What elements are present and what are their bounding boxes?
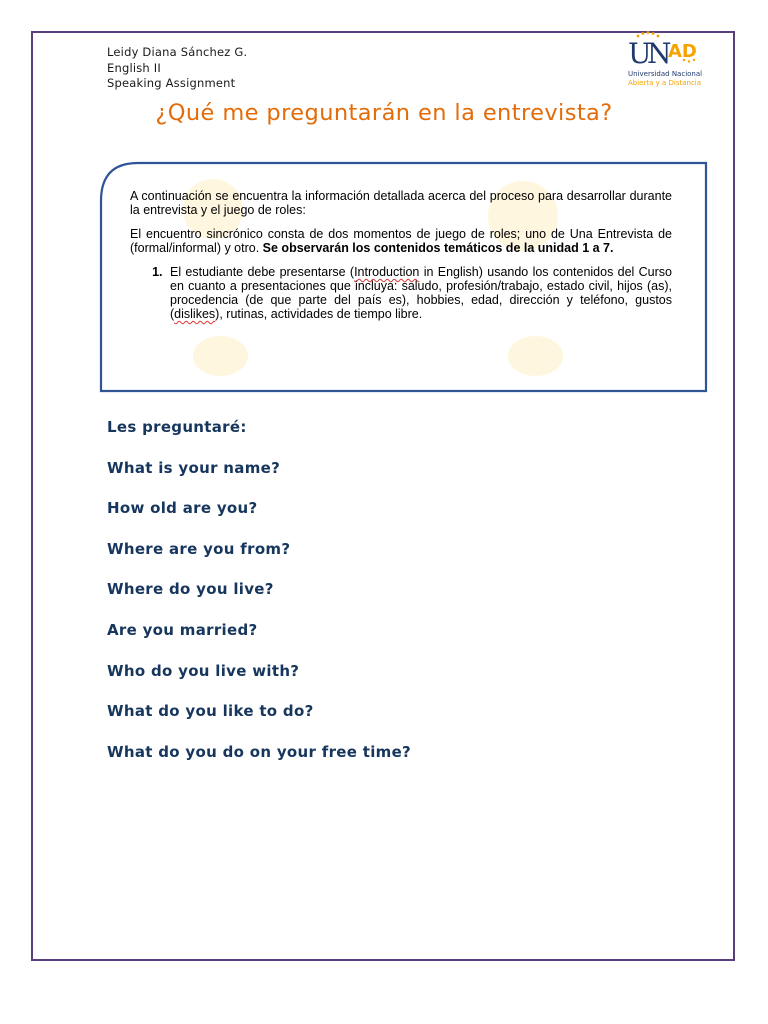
svg-text:AD: AD — [668, 41, 697, 62]
svg-text:N: N — [647, 37, 672, 70]
question-item: What is your name? — [107, 458, 281, 477]
info-list-item-1: 1. El estudiante debe presentarse (Introduction in English) usando los contenidos del Curso en cuanto a presentaciones que incluya: saludo, profesión/trabajo, estado civil, hijos (as), procedencia (de que parte del país es), hobbies, edad, dirección y teléfono, gustos (dislikes), rutinas, actividades de tiempo libre. — [166, 265, 672, 321]
info-box-text — [130, 189, 672, 321]
page-title: ¿Qué me preguntarán en la entrevista? — [155, 100, 613, 126]
question-item: How old are you? — [107, 499, 258, 518]
course-name: English II — [107, 60, 161, 75]
info-paragraph-2: El encuentro sincrónico consta de dos momentos de juego de roles; uno de Una Entrevista de (formal/informal) y otro. Se observarán los contenidos temáticos de la unidad 1 a 7. — [130, 227, 672, 255]
logo-line2: Abierta y a Distancia — [628, 79, 702, 87]
logo-line1: Universidad Nacional — [628, 70, 703, 78]
info-list — [130, 265, 672, 321]
svg-text:U: U — [628, 37, 652, 70]
assignment-name: Speaking Assignment — [107, 76, 236, 90]
question-item: What do you like to do? — [107, 702, 314, 721]
question-item: Where do you live? — [107, 580, 274, 599]
author-name: Leidy Diana Sánchez G. — [107, 45, 248, 59]
questions-list — [107, 416, 411, 781]
question-item: Who do you live with? — [107, 661, 300, 680]
info-paragraph-1: A continuación se encuentra la información detallada acerca del proceso para desarrollar durante la entrevista y el juego de roles: — [130, 189, 672, 217]
question-item: Are you married? — [107, 620, 258, 639]
info-paragraph-2-bold: Se observarán los contenidos temáticos de la unidad 1 a 7. — [262, 241, 614, 255]
question-item: What do you do on your free time? — [107, 742, 412, 761]
header-info — [107, 45, 247, 92]
questions-intro: Les preguntaré: — [107, 418, 247, 436]
question-item: Where are you from? — [107, 539, 291, 558]
info-box — [98, 161, 708, 393]
unad-logo — [626, 30, 706, 92]
